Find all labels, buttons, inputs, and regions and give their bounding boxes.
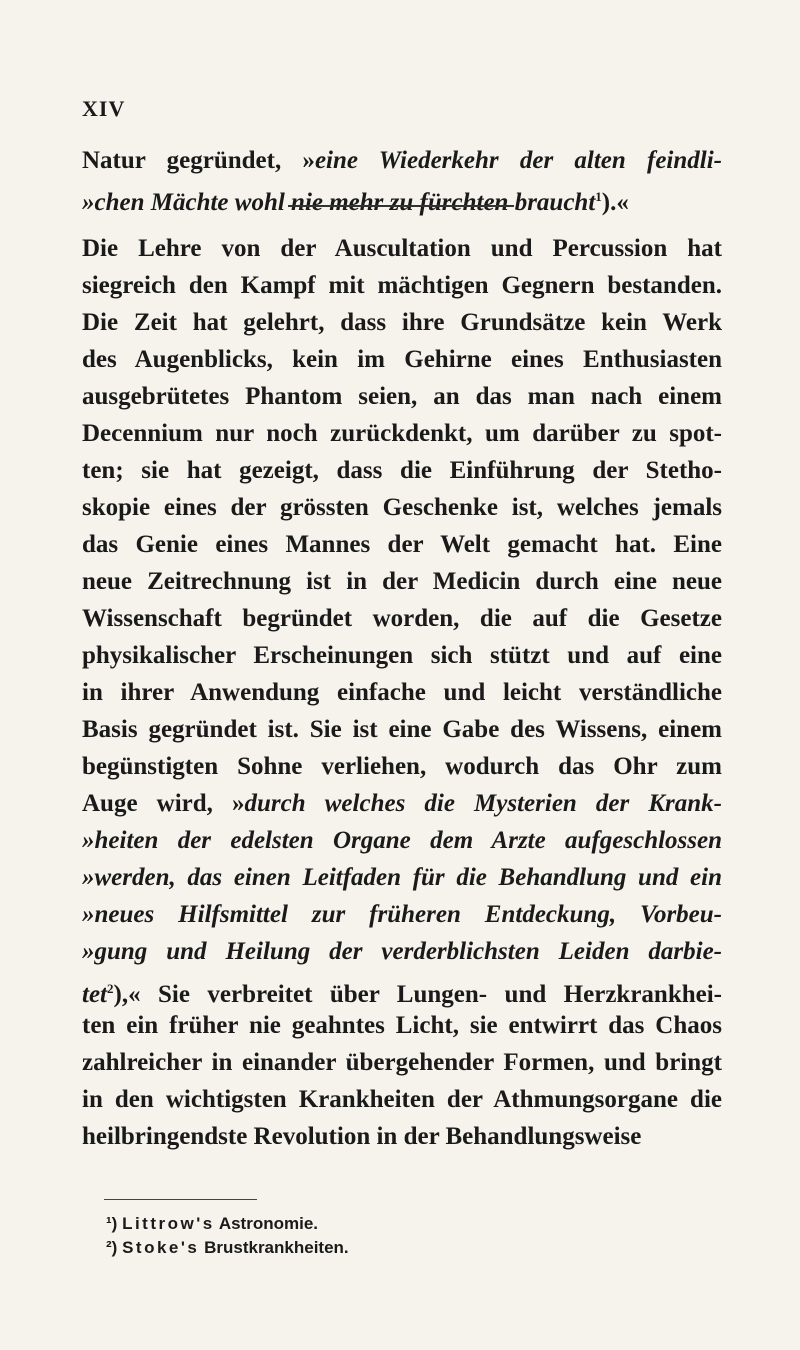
quote-line: »heiten der edelsten Organe dem Arzte aufgeschlossen	[82, 827, 722, 854]
text-line: Natur gegründet, »eine Wiederkehr der alten feindli-	[82, 147, 722, 174]
text-line: physikalischer Erscheinungen sich stützt und auf eine	[82, 642, 722, 669]
text-line: Die Zeit hat gelehrt, dass ihre Grundsätze kein Werk	[82, 309, 722, 336]
text-line: heilbringendste Revolution in der Behandlungsweise	[82, 1123, 642, 1150]
footnote-divider	[104, 1199, 257, 1200]
text-line: Auge wird, »durch welches die Mysterien der Krank-	[82, 790, 722, 817]
quote-line: »werden, das einen Leitfaden für die Behandlung und ein	[82, 864, 722, 891]
quote-line: »gung und Heilung der verderblichsten Leiden darbie-	[82, 938, 722, 965]
page-number: XIV	[82, 96, 126, 121]
text-line: Die Lehre von der Auscultation und Percussion hat	[82, 235, 722, 262]
footnote-1: ¹) Littrow's Astronomie.	[106, 1214, 318, 1233]
text-line: siegreich den Kampf mit mächtigen Gegnern bestanden.	[82, 272, 722, 299]
footnote-2: ²) Stoke's Brustkrankheiten.	[106, 1238, 349, 1257]
quote-line: »neues Hilfsmittel zur früheren Entdeckung, Vorbeu-	[82, 901, 722, 928]
text-line: »chen Mächte wohl nie mehr zu fürchten braucht$^1$).«	[82, 189, 629, 216]
text-line: skopie eines der grössten Geschenke ist, welches jemals	[82, 494, 722, 521]
text-line: begünstigten Sohne verliehen, wodurch das Ohr zum	[82, 753, 722, 780]
text-line: Basis gegründet ist. Sie ist eine Gabe des Wissens, einem	[82, 716, 722, 743]
footnote-ref: 2	[107, 981, 114, 996]
text-line: des Augenblicks, kein im Gehirne eines Enthusiasten	[82, 346, 722, 373]
text-line: in den wichtigsten Krankheiten der Athmungsorgane die	[82, 1086, 722, 1113]
footnote-ref: 1	[595, 189, 602, 204]
text-line: in ihrer Anwendung einfache und leicht verständliche	[82, 679, 722, 706]
text-line: ten ein früher nie geahntes Licht, sie entwirrt das Chaos	[82, 1012, 722, 1039]
text-line: tet$^2$),« Sie verbreitet über Lungen- und Herzkrankhei-	[82, 981, 722, 1008]
text-line: neue Zeitrechnung ist in der Medicin durch eine neue	[82, 568, 722, 595]
text-line: das Genie eines Mannes der Welt gemacht hat. Eine	[82, 531, 722, 558]
text-line: ausgebrütetes Phantom seien, an das man nach einem	[82, 383, 722, 410]
text-line: ten; sie hat gezeigt, dass die Einführung der Stetho-	[82, 457, 722, 484]
text-line: zahlreicher in einander übergehender Formen, und bringt	[82, 1049, 722, 1076]
section-divider	[288, 205, 514, 207]
text-line: Decennium nur noch zurückdenkt, um darüber zu spot-	[82, 420, 722, 447]
text-line: Wissenschaft begründet worden, die auf die Gesetze	[82, 605, 722, 632]
